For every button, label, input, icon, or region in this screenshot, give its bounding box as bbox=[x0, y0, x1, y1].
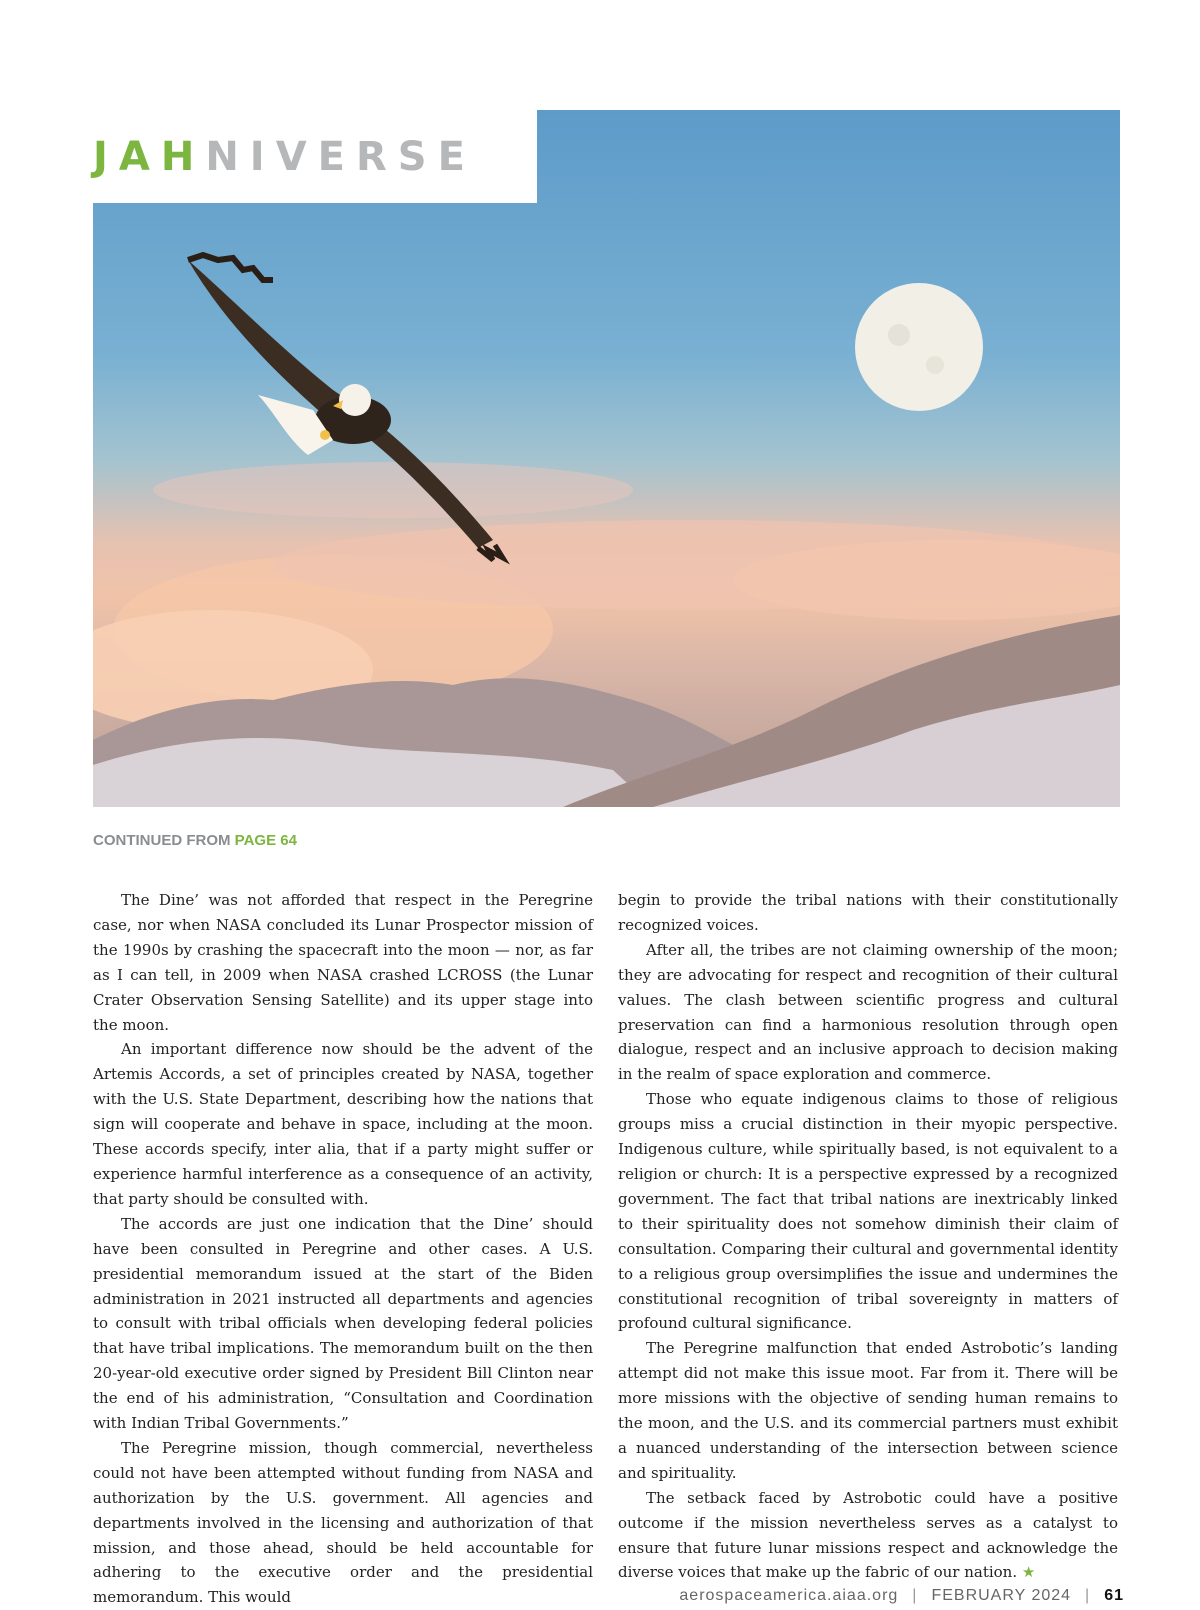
hero-photo bbox=[93, 110, 1120, 807]
department-title bbox=[93, 134, 476, 180]
moon bbox=[855, 283, 983, 411]
article-final-paragraph bbox=[618, 1486, 1118, 1586]
page-number: 61 bbox=[1104, 1587, 1124, 1604]
article-paragraph-continuation: begin to provide the tribal nations with their constitutionally recognized voices. bbox=[618, 891, 1118, 934]
title-part-2: NIVERSE bbox=[205, 134, 476, 180]
article-paragraph: The Peregrine malfunction that ended Astrobotic’s landing attempt did not make this issue moot. Far from it. There will be more missions with the objective of sending human remains to the moon, and the U.S. and its commercial partners must exhibit a nuanced understanding of the intersection between science and spirituality. bbox=[618, 1339, 1118, 1482]
end-star-icon: ★ bbox=[1021, 1563, 1036, 1582]
continued-page-link[interactable]: PAGE 64 bbox=[234, 832, 297, 849]
article-paragraph: An important difference now should be the advent of the Artemis Accords, a set of principles created by NASA, together with the U.S. State Department, describing how the nations that sign will cooperate and behave in space, including at the moon. These accords specify, inter alia, that if a party might suffer or experience harmful interference as a consequence of an activity, that party should be consulted with. bbox=[93, 1040, 593, 1208]
article-left-column bbox=[93, 888, 593, 1610]
eagle-moon-landscape-image bbox=[93, 110, 1120, 807]
article-paragraph: The Peregrine mission, though commercial, nevertheless could not have been attempted without funding from NASA and authorization by the U.S. government. All agencies and departments involved in the licensing and authorization of that mission, and those ahead, should be held accountable for adhering to the executive order and the presidential memorandum. This would bbox=[93, 1438, 593, 1607]
footer-issue: FEBRUARY 2024 bbox=[931, 1587, 1072, 1604]
footer-separator: | bbox=[1085, 1587, 1091, 1604]
continued-line bbox=[93, 832, 297, 849]
title-part-1: JAH bbox=[93, 134, 206, 180]
article-paragraph: The Dine’ was not afforded that respect in the Peregrine case, nor when NASA concluded its Lunar Prospector mission of the 1990s by crashing the spacecraft into the moon — nor, as far as I can tell, in 2009 when NASA crashed LCROSS (the Lunar Crater Observation Sensing Satellite) and its upper stage into the moon. bbox=[93, 891, 593, 1034]
article-paragraph: Those who equate indigenous claims to those of religious groups miss a crucial distinction in their myopic perspective. Indigenous culture, while spiritually based, is not equivalent to a religion or church: It is a perspective expressed by a recognized government. The fact that tribal nations are inextricably linked to their spirituality does not somehow diminish their claim of consultation. Comparing their cultural and governmental identity to a religious group oversimplifies the issue and undermines the constitutional recognition of tribal sovereignty in matters of profound cultural significance. bbox=[618, 1090, 1118, 1333]
article-right-column bbox=[618, 888, 1118, 1585]
footer-separator: | bbox=[912, 1587, 918, 1604]
continued-prefix: CONTINUED FROM bbox=[93, 832, 231, 849]
final-paragraph-text: The setback faced by Astrobotic could have a positive outcome if the mission nevertheless serves as a catalyst to ensure that future lunar missions respect and acknowledge the diverse voices that make up the fabric of our nation. bbox=[618, 1488, 1118, 1582]
article-paragraph: The accords are just one indication that the Dine’ should have been consulted in Peregrine and other cases. A U.S. presidential memorandum issued at the start of the Biden administration in 2021 instructed all departments and agencies to consult with tribal officials when developing federal policies that have tribal implications. The memorandum built on the then 20-year-old executive order signed by President Bill Clinton near the end of his administration, “Consultation and Coordination with Indian Tribal Governments.” bbox=[93, 1214, 593, 1433]
footer-site-link[interactable]: aerospaceamerica.aiaa.org bbox=[679, 1587, 899, 1604]
page-footer bbox=[679, 1587, 1124, 1605]
article-paragraph: After all, the tribes are not claiming ownership of the moon; they are advocating for respect and recognition of their cultural values. The clash between scientific progress and cultural preservation can find a harmonious resolution through open dialogue, respect and an inclusive approach to decision making in the realm of space exploration and commerce. bbox=[618, 940, 1118, 1084]
